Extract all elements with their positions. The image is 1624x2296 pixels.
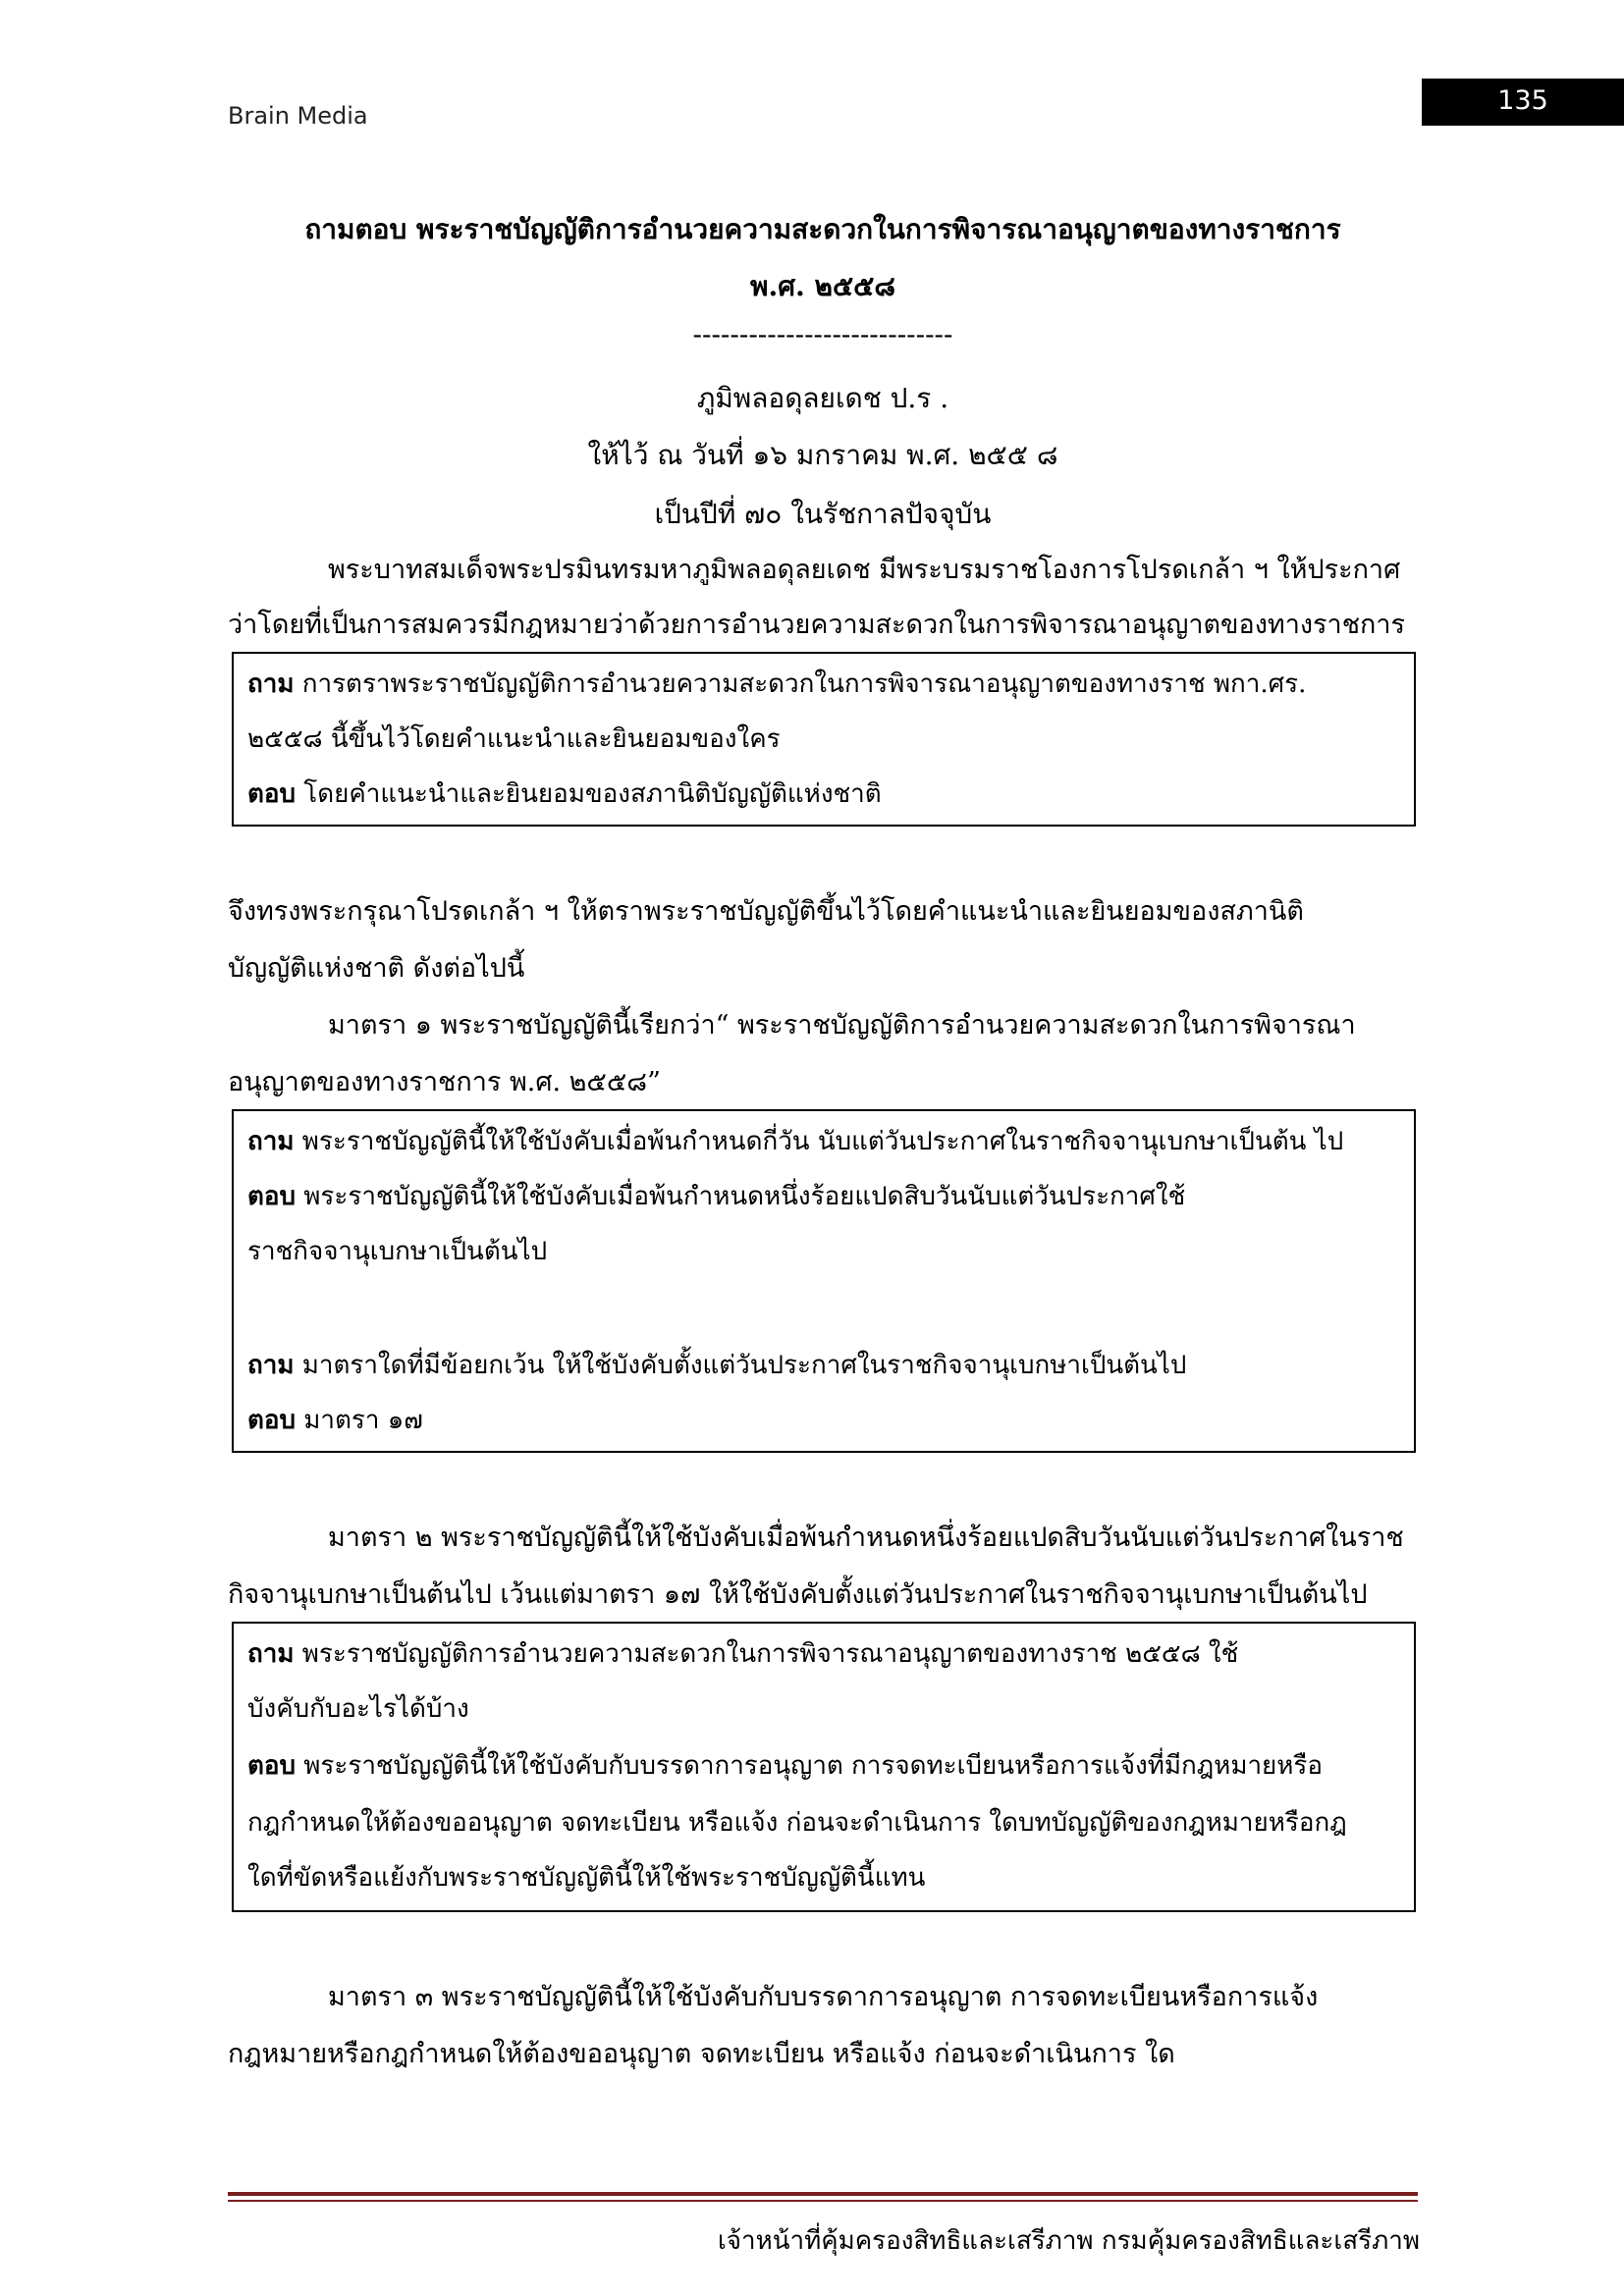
page-number: 135 (1422, 79, 1624, 126)
answer-label: ตอบ (247, 1751, 297, 1781)
preamble-line: พระบาทสมเด็จพระปรมินทรมหาภูมิพลอดุลยเดช มีพระบรมราชโองการโปรดเกล้า ฯ ให้ประกาศ (328, 555, 1401, 585)
footer-rule (228, 2192, 1418, 2196)
question-line: บังคับกับอะไรได้บ้าง (247, 1694, 469, 1724)
qa-box-1 (232, 652, 1416, 827)
document-title-year: พ.ศ. ๒๕๕๘ (750, 270, 895, 302)
preamble-line: ว่าโดยที่เป็นการสมควรมีกฎหมายว่าด้วยการอำนวยความสะดวกในการพิจารณาอนุญาตของทางราชการ (228, 610, 1406, 640)
given-date: ให้ไว้ ณ วันที่ ๑๖ มกราคม พ.ศ. ๒๕๕ ๘ (587, 439, 1058, 471)
answer-label: ตอบ (247, 1406, 297, 1435)
question-line: ถาม พระราชบัญญัติการอำนวยความสะดวกในการพิจารณาอนุญาตของทางราช ๒๕๕๘ ใช้ (247, 1639, 1239, 1669)
footer-rule-thin (228, 2200, 1418, 2202)
answer-label: ตอบ (247, 779, 297, 809)
section-2-line: กิจจานุเบกษาเป็นต้นไป เว้นแต่มาตรา ๑๗ ให้ใช้บังคับตั้งแต่วันประกาศในราชกิจจานุเบกษาเป็นต้นไป (228, 1579, 1368, 1610)
title-divider: ---------------------------- (692, 318, 953, 350)
question-label: ถาม (247, 1351, 295, 1380)
answer-line: ตอบ โดยคำแนะนำและยินยอมของสภานิติบัญญัติแห่งชาติ (247, 779, 882, 809)
footer-text: เจ้าหน้าที่คุ้มครองสิทธิและเสรีภาพ กรมคุ้มครองสิทธิและเสรีภาพ (717, 2226, 1420, 2256)
answer-line: ใดที่ขัดหรือแย้งกับพระราชบัญญัตินี้ให้ใช้พระราชบัญญัตินี้แทน (247, 1863, 926, 1893)
section-2-line: มาตรา ๒ พระราชบัญญัตินี้ให้ใช้บังคับเมื่อพ้นกำหนดหนึ่งร้อยแปดสิบวันนับแต่วันประกาศในราช (328, 1522, 1404, 1553)
answer-line: ราชกิจจานุเบกษาเป็นต้นไป (247, 1237, 548, 1266)
question-line: ถาม การตราพระราชบัญญัติการอำนวยความสะดวกในการพิจารณาอนุญาตของทางราช พกา.ศร. (247, 669, 1307, 699)
answer-label: ตอบ (247, 1182, 297, 1211)
question-line: ถาม พระราชบัญญัตินี้ให้ใช้บังคับเมื่อพ้นกำหนดกี่วัน นับแต่วันประกาศในราชกิจจานุเบกษาเป็นต้น ไป (247, 1127, 1344, 1156)
qa-box-2 (232, 1109, 1416, 1453)
question-label: ถาม (247, 1127, 295, 1156)
answer-line: ตอบ พระราชบัญญัตินี้ให้ใช้บังคับเมื่อพ้นกำหนดหนึ่งร้อยแปดสิบวันนับแต่วันประกาศใช้ (247, 1182, 1186, 1211)
section-1-line: อนุญาตของทางราชการ พ.ศ. ๒๕๕๘” (228, 1067, 661, 1097)
answer-line: กฎกำหนดให้ต้องขออนุญาต จดทะเบียน หรือแจ้ง ก่อนจะดำเนินการ ใดบทบัญญัติของกฎหมายหรือกฎ (247, 1808, 1347, 1838)
question-label: ถาม (247, 1639, 295, 1669)
enactment-line: จึงทรงพระกรุณาโปรดเกล้า ฯ ให้ตราพระราชบัญญัติขึ้นไว้โดยคำแนะนำและยินยอมของสภานิติ (228, 896, 1304, 927)
reign-year: เป็นปีที่ ๗๐ ในรัชกาลปัจจุบัน (654, 498, 992, 530)
document-title: ถามตอบ พระราชบัญญัติการอำนวยความสะดวกในการพิจารณาอนุญาตของทางราชการ (304, 213, 1341, 245)
king-signature: ภูมิพลอดุลยเดช ป.ร . (696, 382, 949, 414)
qa-box-3 (232, 1622, 1416, 1912)
section-1-line: มาตรา ๑ พระราชบัญญัตินี้เรียกว่า“ พระราชบัญญัติการอำนวยความสะดวกในการพิจารณา (328, 1010, 1356, 1041)
question-line: ๒๕๕๘ นี้ขึ้นไว้โดยคำแนะนำและยินยอมของใคร (247, 724, 781, 754)
answer-line: ตอบ พระราชบัญญัตินี้ให้ใช้บังคับกับบรรดาการอนุญาต การจดทะเบียนหรือการแจ้งที่มีกฎหมายหรือ (247, 1751, 1324, 1781)
section-3-line: มาตรา ๓ พระราชบัญญัตินี้ให้ใช้บังคับกับบรรดาการอนุญาต การจดทะเบียนหรือการแจ้ง (328, 1982, 1319, 2012)
question-line: ถาม มาตราใดที่มีข้อยกเว้น ให้ใช้บังคับตั้งแต่วันประกาศในราชกิจจานุเบกษาเป็นต้นไป (247, 1351, 1187, 1380)
question-label: ถาม (247, 669, 295, 699)
section-3-line: กฎหมายหรือกฎกำหนดให้ต้องขออนุญาต จดทะเบียน หรือแจ้ง ก่อนจะดำเนินการ ใด (228, 2039, 1175, 2069)
answer-line: ตอบ มาตรา ๑๗ (247, 1406, 423, 1435)
brand-label: Brain Media (228, 102, 368, 130)
enactment-line: บัญญัติแห่งชาติ ดังต่อไปนี้ (228, 953, 525, 984)
